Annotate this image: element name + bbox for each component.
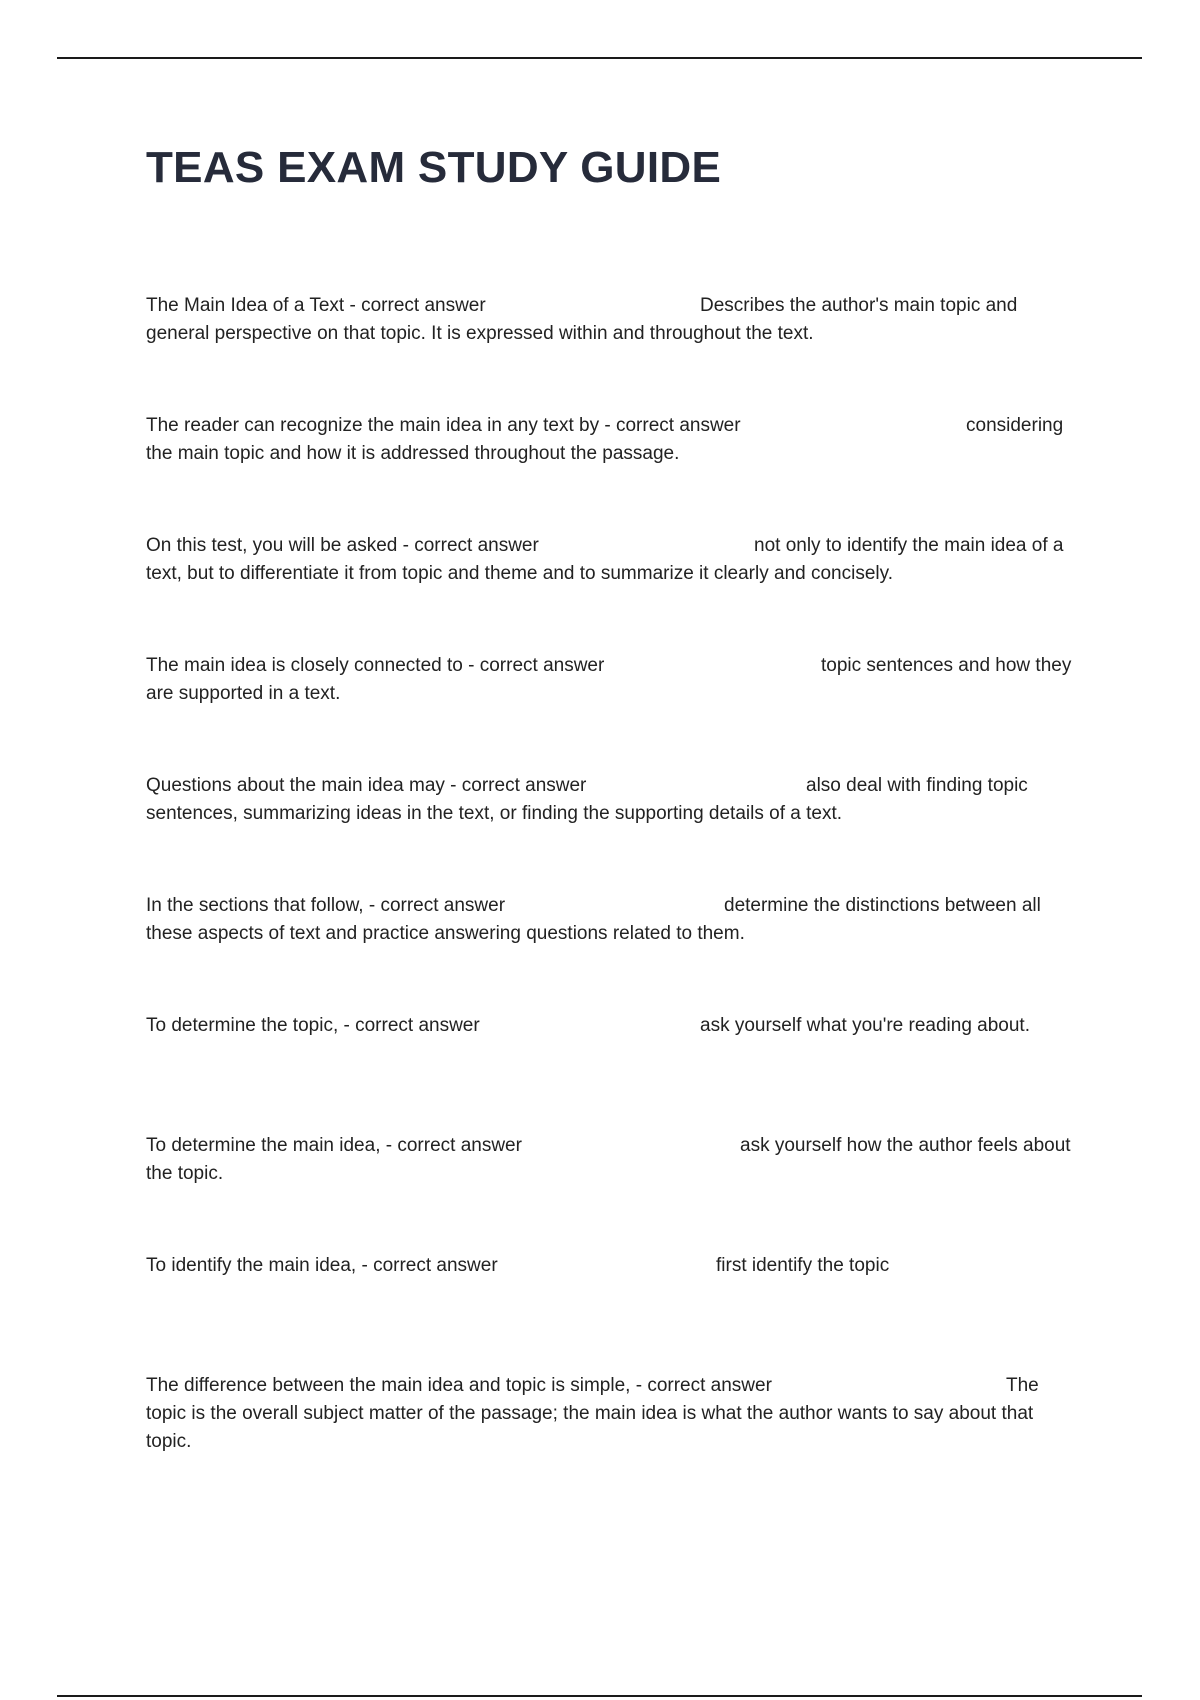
qa-item bbox=[146, 412, 1076, 532]
qa-answer: not only to identify the main idea of a text, but to differentiate it from topic and theme and to summarize it clearly and concisely. bbox=[146, 535, 1064, 584]
top-rule bbox=[57, 57, 1142, 59]
qa-question: Questions about the main idea may - correct answer bbox=[146, 775, 587, 796]
qa-answer: ask yourself what you're reading about. bbox=[700, 1015, 1030, 1036]
qa-question: The Main Idea of a Text - correct answer bbox=[146, 295, 486, 316]
qa-item bbox=[146, 892, 1076, 1012]
qa-question: The main idea is closely connected to - correct answer bbox=[146, 655, 605, 676]
qa-item bbox=[146, 1372, 1076, 1492]
bottom-rule bbox=[57, 1695, 1142, 1697]
qa-question: On this test, you will be asked - correct answer bbox=[146, 535, 539, 556]
qa-question: To determine the topic, - correct answer bbox=[146, 1015, 480, 1036]
qa-answer: first identify the topic bbox=[716, 1255, 890, 1276]
qa-question: The difference between the main idea and topic is simple, - correct answer bbox=[146, 1375, 772, 1396]
qa-question: To identify the main idea, - correct answer bbox=[146, 1255, 498, 1276]
qa-answer: Describes the author's main topic and general perspective on that topic. It is expressed within and throughout the text. bbox=[146, 295, 1018, 344]
qa-question: The reader can recognize the main idea in any text by - correct answer bbox=[146, 415, 741, 436]
qa-item bbox=[146, 532, 1076, 652]
qa-answer: also deal with finding topic sentences, summarizing ideas in the text, or finding the supporting details of a text. bbox=[146, 775, 1028, 824]
qa-item bbox=[146, 652, 1076, 772]
qa-item bbox=[146, 1252, 1076, 1372]
qa-item bbox=[146, 772, 1076, 892]
qa-list bbox=[146, 292, 1076, 1492]
qa-answer: The topic is the overall subject matter of the passage; the main idea is what the author wants to say about that topic. bbox=[146, 1375, 1039, 1452]
qa-question: To determine the main idea, - correct answer bbox=[146, 1135, 522, 1156]
qa-item bbox=[146, 292, 1076, 412]
qa-answer: considering the main topic and how it is addressed throughout the passage. bbox=[146, 415, 1064, 464]
qa-answer: determine the distinctions between all these aspects of text and practice answering questions related to them. bbox=[146, 895, 1041, 944]
page-title: TEAS EXAM STUDY GUIDE bbox=[146, 143, 722, 192]
qa-answer: topic sentences and how they are supported in a text. bbox=[146, 655, 1072, 704]
qa-item bbox=[146, 1132, 1076, 1252]
qa-question: In the sections that follow, - correct answer bbox=[146, 895, 506, 916]
qa-answer: ask yourself how the author feels about the topic. bbox=[146, 1135, 1071, 1184]
qa-item bbox=[146, 1012, 1076, 1132]
